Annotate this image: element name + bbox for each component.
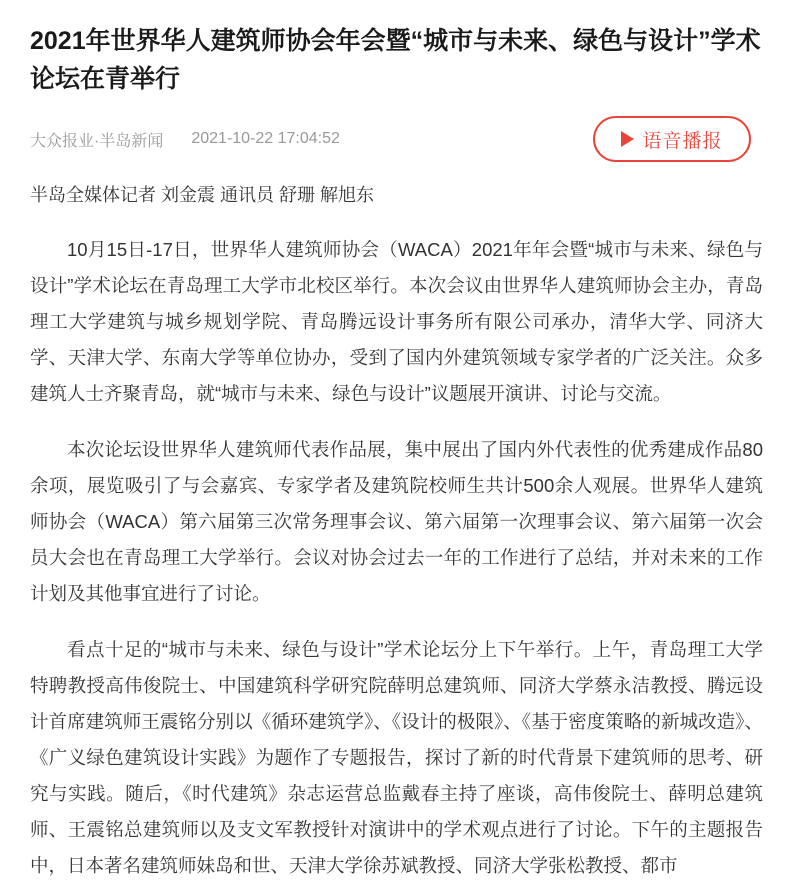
- article-byline: 半岛全媒体记者 刘金震 通讯员 舒珊 解旭东: [30, 185, 375, 205]
- audio-playback-label: 语音播报: [642, 130, 723, 152]
- audio-playback-button[interactable]: [593, 116, 751, 162]
- play-icon: [621, 131, 634, 147]
- article-source: 大众报业·半岛新闻: [30, 132, 164, 150]
- page-title: 2021年世界华人建筑师协会年会暨“城市与未来、绿色与设计”学术论坛在青举行: [30, 27, 761, 93]
- article-paragraph: 看点十足的“城市与未来、绿色与设计”学术论坛分上下午举行。上午，青岛理工大学特聘教授高伟俊院士、中国建筑科学研究院薛明总建筑师、同济大学蔡永洁教授、腾远设计首席建筑师王震铭分别以《循环建筑学》、《设计的极限》、《基于密度策略的新城改造》、《广义绿色建筑设计实践》为题作了专题报告，探讨了新的时代背景下建筑师的思考、研究与实践。随后，《时代建筑》杂志运营总监戴春主持了座谈，高伟俊院士、薛明总建筑师、王震铭总建筑师以及支文军教授针对演讲中的学术观点进行了讨论。下午的主题报告中，日本著名建筑师妹岛和世、天津大学徐苏斌教授、同济大学张松教授、都市: [30, 639, 763, 876]
- article-timestamp: 2021-10-22 17:04:52: [191, 130, 340, 147]
- article-paragraph: 本次论坛设世界华人建筑师代表作品展，集中展出了国内外代表性的优秀建成作品80余项，展览吸引了与会嘉宾、专家学者及建筑院校师生共计500余人观展。世界华人建筑师协会（WACA）第六届第三次常务理事会议、第六届第一次理事会议、第六届第一次会员大会也在青岛理工大学举行。会议对协会过去一年的工作进行了总结，并对未来的工作计划及其他事宜进行了讨论。: [30, 439, 763, 604]
- article-body: [30, 232, 763, 884]
- article-meta: [30, 116, 763, 162]
- article-paragraph: 10月15日-17日，世界华人建筑师协会（WACA）2021年年会暨“城市与未来、绿色与设计”学术论坛在青岛理工大学市北校区举行。本次会议由世界华人建筑师协会主办，青岛理工大学建筑与城乡规划学院、青岛腾远设计事务所有限公司承办，清华大学、同济大学、天津大学、东南大学等单位协办，受到了国内外建筑领域专家学者的广泛关注。众多建筑人士齐聚青岛，就“城市与未来、绿色与设计”议题展开演讲、讨论与交流。: [30, 239, 763, 404]
